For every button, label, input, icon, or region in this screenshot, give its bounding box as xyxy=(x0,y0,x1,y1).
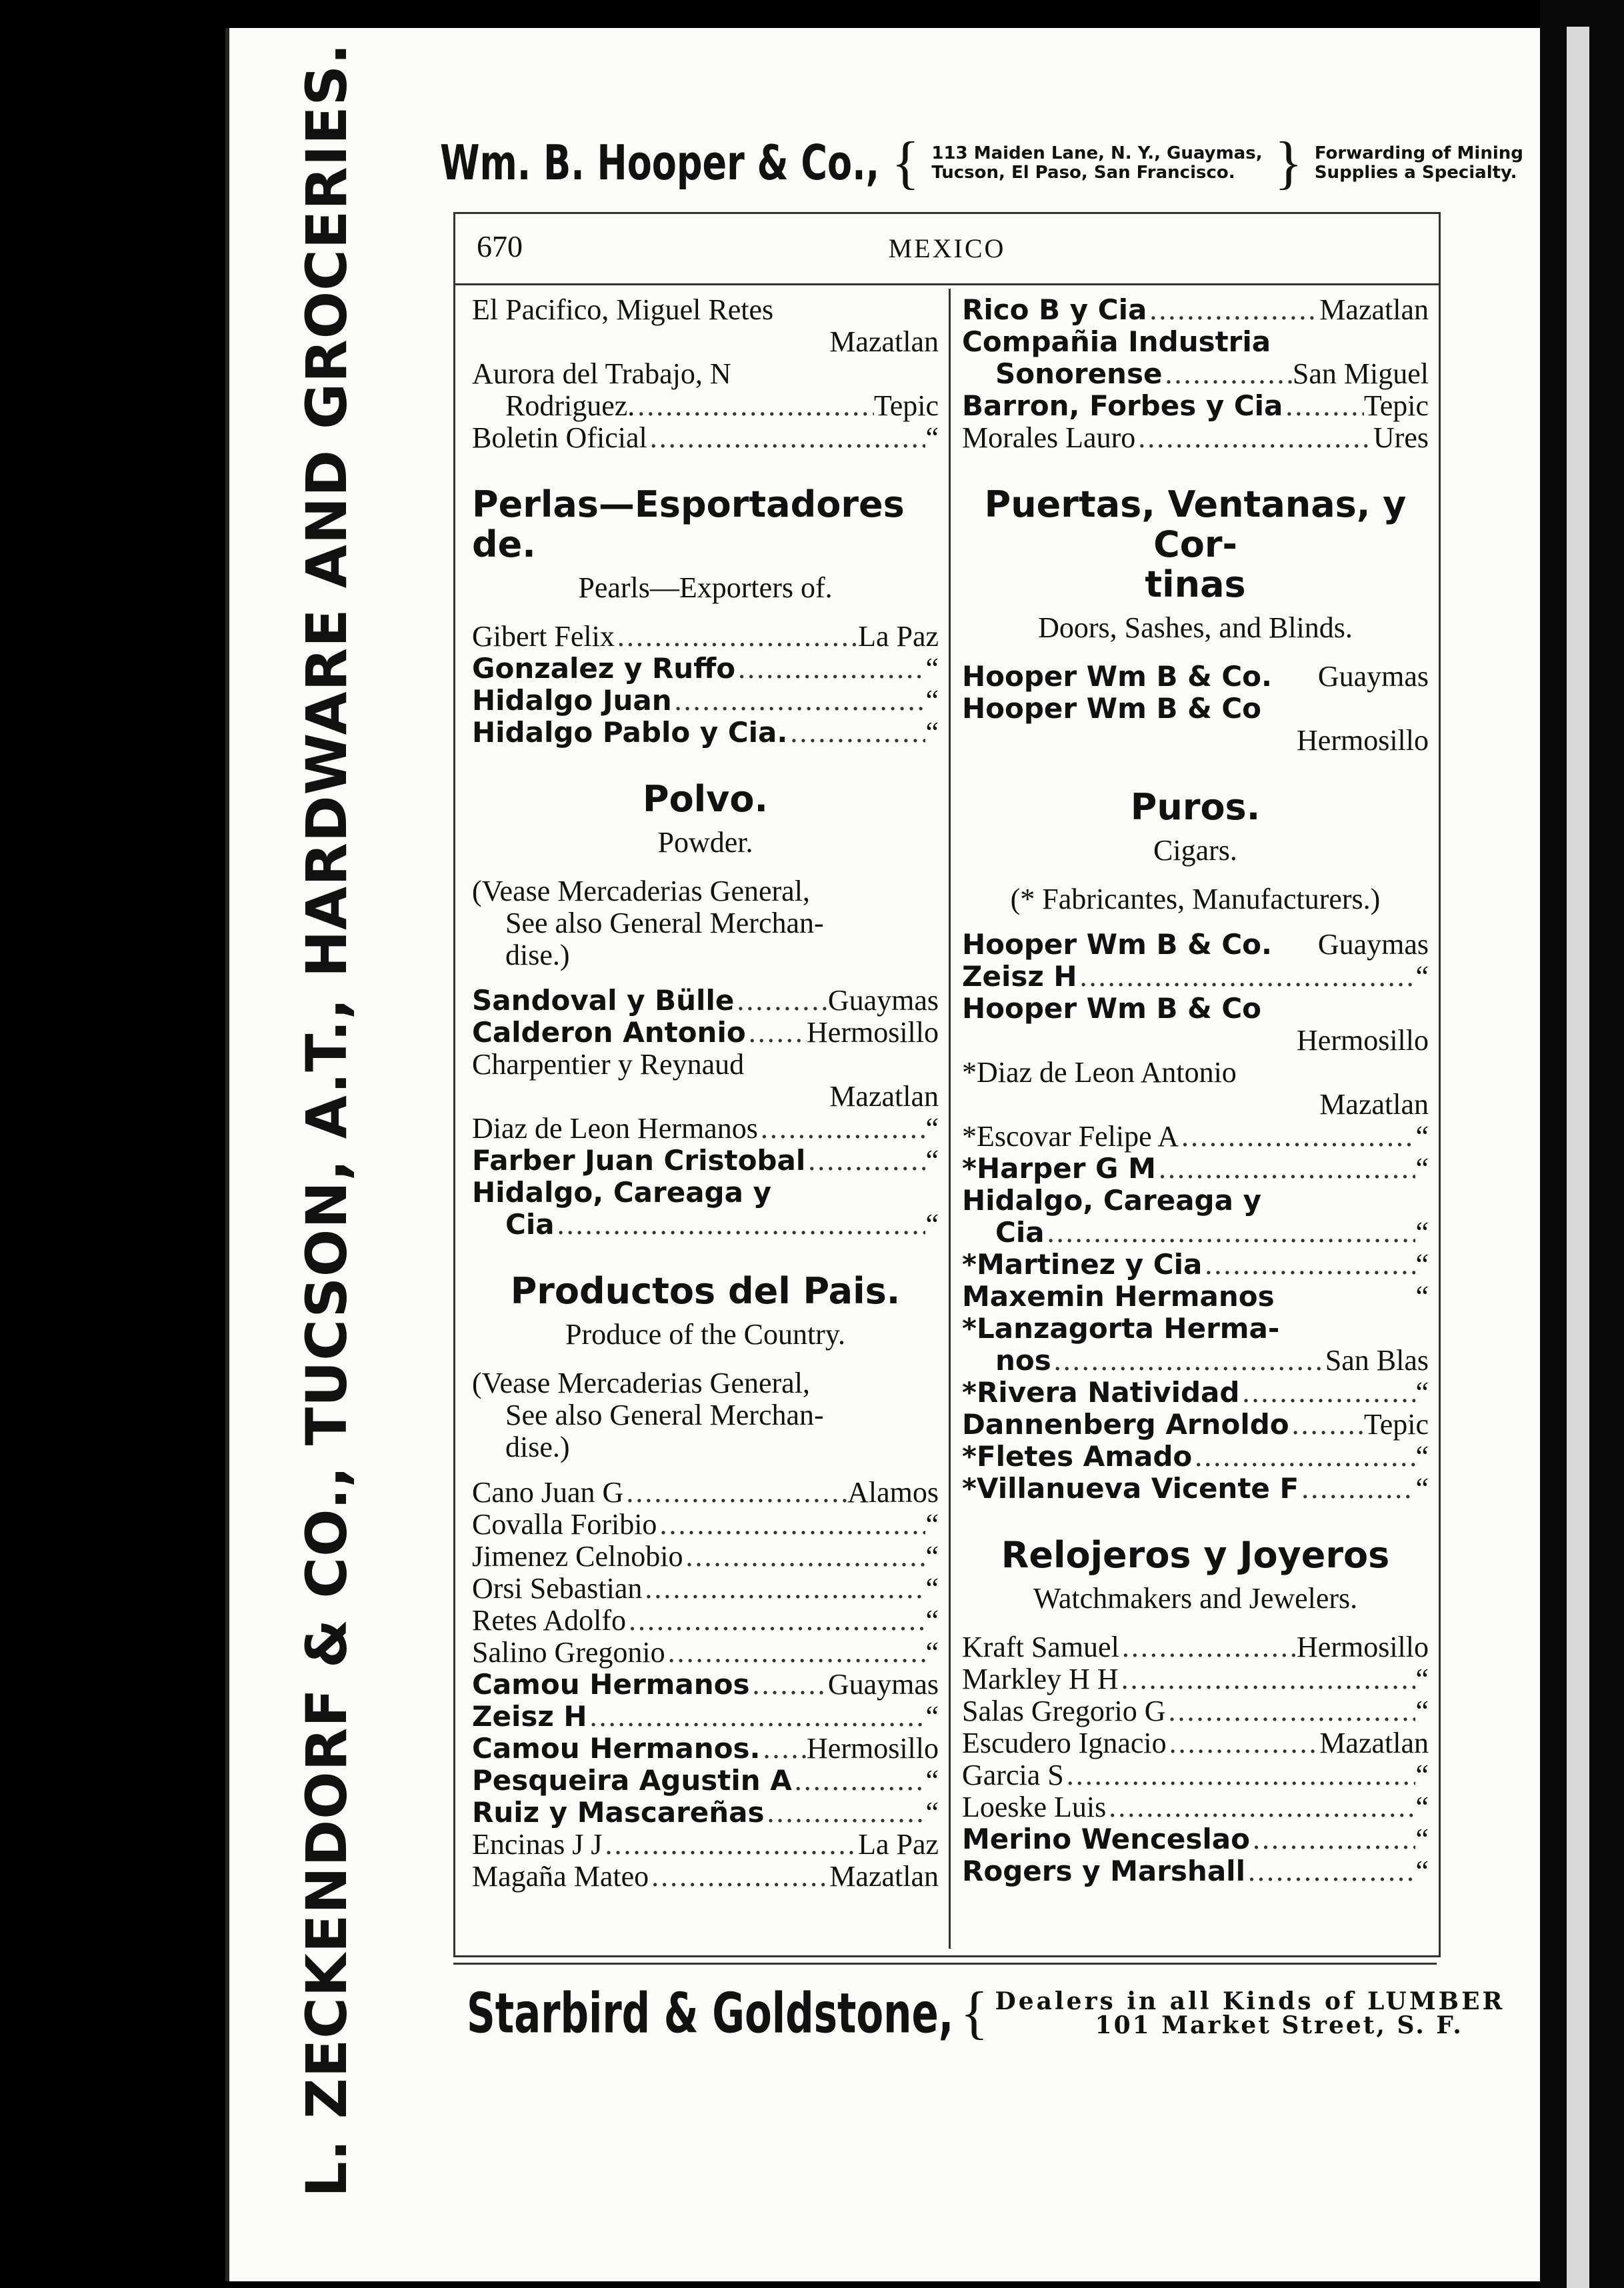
leader-dots xyxy=(657,1509,925,1541)
entry-place: Mazatlan xyxy=(829,1860,939,1893)
leader-dots xyxy=(665,1637,926,1669)
entry-place: “ xyxy=(925,1764,939,1797)
directory-entry xyxy=(962,1217,1429,1249)
leader-dots xyxy=(792,1765,926,1797)
section-subheading-puertas: Doors, Sashes, and Blinds. xyxy=(1038,611,1353,644)
puros-entries xyxy=(962,929,1429,1505)
entry-name: Sandoval y Bülle xyxy=(472,984,735,1017)
leader-dots xyxy=(787,717,925,749)
directory-entry xyxy=(962,1345,1429,1377)
page-number: 670 xyxy=(477,229,523,263)
section-heading-puros: Puros. xyxy=(1130,786,1261,828)
section-subheading-productos: Produce of the Country. xyxy=(565,1318,845,1351)
directory-entry xyxy=(962,993,1429,1025)
directory-entry xyxy=(472,1081,939,1113)
directory-entry xyxy=(472,1177,939,1209)
entry-name: Aurora del Trabajo, N xyxy=(472,357,731,390)
entry-name: Loeske Luis xyxy=(962,1791,1107,1823)
leader-dots xyxy=(765,1797,926,1829)
directory-entry xyxy=(472,1541,939,1573)
directory-entry xyxy=(472,294,939,326)
entry-name: Barron, Forbes y Cia xyxy=(962,389,1283,422)
leader-dots xyxy=(587,1701,926,1733)
polvo-entries xyxy=(472,985,939,1241)
entry-name: *Villanueva Vicente F xyxy=(962,1472,1299,1505)
directory-entry xyxy=(962,1473,1429,1505)
directory-entry xyxy=(472,621,939,653)
entry-name: Camou Hermanos xyxy=(472,1668,750,1701)
entry-place: La Paz xyxy=(858,620,939,653)
directory-entry xyxy=(962,1249,1429,1281)
entry-name: *Rivera Natividad xyxy=(962,1376,1240,1409)
entry-place: La Paz xyxy=(858,1828,939,1861)
leader-dots xyxy=(555,1209,926,1241)
bottom-advertisement xyxy=(467,1973,1505,2053)
leader-dots xyxy=(642,1573,925,1605)
left-top-entries xyxy=(472,294,939,454)
section-heading-relojeros: Relojeros y Joyeros xyxy=(1001,1534,1390,1576)
entry-place: “ xyxy=(925,421,939,454)
directory-entry xyxy=(472,1797,939,1829)
entry-name: Hidalgo Juan xyxy=(472,684,672,717)
entry-name: nos xyxy=(995,1344,1051,1377)
section-subheading-puros: Cigars. xyxy=(1153,834,1237,867)
entry-name: Calderon Antonio xyxy=(472,1016,746,1049)
leader-dots xyxy=(758,1113,926,1145)
entry-name: Dannenberg Arnoldo xyxy=(962,1408,1289,1441)
directory-entry xyxy=(472,717,939,749)
polvo-note-line2: See also General Merchan- xyxy=(505,907,824,939)
entry-place: “ xyxy=(925,1572,939,1605)
leader-dots xyxy=(1166,1695,1416,1727)
directory-entry xyxy=(962,1631,1429,1663)
entry-name: Ruiz y Mascareñas xyxy=(472,1796,765,1829)
directory-entry xyxy=(962,929,1429,961)
entry-name: Charpentier y Reynaud xyxy=(472,1048,745,1081)
entry-name: *Diaz de Leon Antonio xyxy=(962,1056,1237,1089)
entry-name: Orsi Sebastian xyxy=(472,1572,643,1605)
entry-place: Ures xyxy=(1373,421,1429,454)
directory-entry xyxy=(472,1477,939,1509)
productos-note xyxy=(472,1367,939,1463)
scan-edge xyxy=(1540,0,1624,2288)
directory-entry xyxy=(472,1049,939,1081)
directory-entry xyxy=(962,422,1429,454)
directory-entry xyxy=(962,1025,1429,1057)
leader-dots xyxy=(1119,1631,1297,1663)
page-header xyxy=(455,214,1439,285)
entry-name: Rogers y Marshall xyxy=(962,1855,1245,1887)
leader-dots xyxy=(603,1829,859,1861)
directory-entry xyxy=(962,326,1429,358)
top-advertisement xyxy=(440,131,1523,195)
directory-entry xyxy=(472,422,939,454)
directory-entry xyxy=(472,1605,939,1637)
directory-entry xyxy=(962,725,1429,757)
directory-entry xyxy=(472,358,939,390)
top-ad-firm: Wm. B. Hooper & Co., xyxy=(440,135,880,191)
directory-entry xyxy=(472,1765,939,1797)
right-top-entries xyxy=(962,294,1429,454)
leader-dots xyxy=(649,1861,829,1893)
entry-name: *Martinez y Cia xyxy=(962,1248,1203,1281)
scan-edge-band xyxy=(1567,27,1589,2288)
directory-entry xyxy=(472,1573,939,1605)
entry-name: Gibert Felix xyxy=(472,620,615,653)
directory-entry xyxy=(962,1759,1429,1791)
top-ad-address xyxy=(931,144,1262,183)
entry-place: Guaymas xyxy=(1317,928,1429,961)
entry-name: Hidalgo Pablo y Cia. xyxy=(472,716,788,749)
directory-entry xyxy=(962,358,1429,390)
leader-dots xyxy=(1135,422,1373,454)
entry-name: *Lanzagorta Herma- xyxy=(962,1312,1280,1345)
directory-entry xyxy=(962,1727,1429,1759)
entry-place: “ xyxy=(1415,960,1429,993)
directory-page xyxy=(453,212,1441,1957)
entry-place: “ xyxy=(925,1636,939,1669)
relojeros-entries xyxy=(962,1631,1429,1887)
entry-name: Boletin Oficial xyxy=(472,421,647,454)
entry-place: Hermosillo xyxy=(807,1016,939,1049)
entry-name: Farber Juan Cristobal xyxy=(472,1144,806,1177)
directory-entry xyxy=(472,1733,939,1765)
entry-place: Mazatlan xyxy=(1319,293,1429,326)
directory-entry xyxy=(962,961,1429,993)
leader-dots xyxy=(1245,1855,1416,1887)
entry-name: El Pacifico, Miguel Retes xyxy=(472,293,774,326)
directory-entry xyxy=(472,1669,939,1701)
entry-name: *Harper G M xyxy=(962,1152,1156,1185)
leader-dots xyxy=(1051,1345,1325,1377)
entry-name: Hooper Wm B & Co xyxy=(962,692,1262,725)
brace-glyph: { xyxy=(960,1981,989,2045)
directory-entry xyxy=(962,1695,1429,1727)
entry-place: “ xyxy=(925,1540,939,1573)
puros-note: (* Fabricantes, Manufacturers.) xyxy=(1010,883,1381,915)
leader-dots xyxy=(1250,1823,1416,1855)
entry-name: Covalla Foribio xyxy=(472,1508,657,1541)
entry-name: Kraft Samuel xyxy=(962,1631,1119,1663)
leader-dots xyxy=(1239,1377,1415,1409)
entry-name: Morales Lauro xyxy=(962,421,1136,454)
productos-note-line1: (Vease Mercaderias General, xyxy=(472,1367,810,1399)
productos-note-line3: dise.) xyxy=(505,1431,570,1463)
entry-name: Cia xyxy=(505,1208,555,1241)
section-subheading-perlas: Pearls—Exporters of. xyxy=(578,571,833,604)
directory-entry xyxy=(962,390,1429,422)
leader-dots xyxy=(647,422,926,454)
section-heading-perlas: Perlas—Esportadores de. xyxy=(472,483,905,565)
side-advertisement xyxy=(273,43,380,2197)
directory-entry xyxy=(472,653,939,685)
entry-name: Salas Gregorio G xyxy=(962,1695,1166,1727)
brace-glyph: { xyxy=(891,131,920,195)
leader-dots xyxy=(635,390,874,422)
leader-dots xyxy=(735,653,925,685)
entry-name: Escudero Ignacio xyxy=(962,1727,1167,1759)
entry-place: “ xyxy=(925,1604,939,1637)
entry-place: Guaymas xyxy=(827,984,939,1017)
directory-entry xyxy=(472,390,939,422)
page-title: MEXICO xyxy=(888,233,1006,263)
leader-dots xyxy=(1192,1441,1415,1473)
entry-place: “ xyxy=(1415,1663,1429,1695)
entry-name: Magaña Mateo xyxy=(472,1860,649,1893)
entry-place: “ xyxy=(925,1508,939,1541)
leader-dots xyxy=(760,1733,807,1765)
entry-place: Hermosillo xyxy=(1297,1024,1429,1057)
entry-place: San Miguel xyxy=(1292,357,1429,390)
directory-entry xyxy=(962,1409,1429,1441)
leader-dots xyxy=(623,1477,847,1509)
leader-dots xyxy=(1106,1791,1415,1823)
entry-place: “ xyxy=(1415,1791,1429,1823)
leader-dots xyxy=(1077,961,1416,993)
productos-note-line2: See also General Merchan- xyxy=(505,1399,824,1431)
entry-name: Maxemin Hermanos xyxy=(962,1280,1275,1313)
polvo-note-line1: (Vease Mercaderias General, xyxy=(472,875,810,907)
directory-entry xyxy=(962,1057,1429,1089)
bottom-ad-text xyxy=(995,1989,1505,2037)
section-heading-productos: Productos del Pais. xyxy=(510,1270,901,1312)
entry-place: “ xyxy=(1415,1248,1429,1281)
entry-name: Hooper Wm B & Co. xyxy=(962,660,1272,693)
top-ad-address-line1: 113 Maiden Lane, N. Y., Guaymas, xyxy=(931,143,1263,163)
entry-name: Retes Adolfo xyxy=(472,1604,626,1637)
section-subheading-relojeros: Watchmakers and Jewelers. xyxy=(1033,1582,1358,1615)
entry-place: Hermosillo xyxy=(807,1732,939,1765)
entry-place: “ xyxy=(1415,1280,1429,1313)
entry-place: Tepic xyxy=(873,389,939,422)
section-heading-polvo: Polvo. xyxy=(643,778,768,820)
leader-dots xyxy=(615,621,858,653)
leader-dots xyxy=(683,1541,926,1573)
leader-dots xyxy=(750,1669,828,1701)
directory-entry xyxy=(962,1089,1429,1121)
right-column xyxy=(962,294,1429,1947)
directory-entry xyxy=(472,326,939,358)
entry-place: “ xyxy=(1415,1695,1429,1727)
entry-place: Hermosillo xyxy=(1297,1631,1429,1663)
entry-place: Alamos xyxy=(847,1476,939,1509)
entry-place: “ xyxy=(1415,1376,1429,1409)
brace-glyph: } xyxy=(1274,131,1303,195)
entry-place: Mazatlan xyxy=(1319,1727,1429,1759)
entry-name: Hooper Wm B & Co. xyxy=(962,928,1272,961)
leader-dots xyxy=(1045,1217,1416,1249)
column-divider xyxy=(949,289,951,1949)
leader-dots xyxy=(1147,294,1319,326)
entry-place: “ xyxy=(925,1208,939,1241)
leader-dots xyxy=(1119,1663,1416,1695)
side-ad-text: L. ZECKENDORF & CO., TUCSON, A.T., HARDWARE AND GROCERIES. xyxy=(294,43,359,2197)
top-ad-address-line2: Tucson, El Paso, San Francisco. xyxy=(931,163,1235,183)
entry-place: “ xyxy=(1415,1216,1429,1249)
puertas-entries xyxy=(962,661,1429,757)
leader-dots xyxy=(1162,358,1292,390)
section-heading-puertas xyxy=(962,485,1429,605)
directory-entry xyxy=(962,1823,1429,1855)
polvo-note-line3: dise.) xyxy=(505,939,570,971)
section-heading-puertas-line2: tinas xyxy=(1145,563,1246,605)
entry-place: “ xyxy=(925,652,939,685)
directory-entry xyxy=(962,294,1429,326)
entry-place: “ xyxy=(1415,1823,1429,1855)
entry-place: “ xyxy=(925,1144,939,1177)
entry-place: “ xyxy=(1415,1440,1429,1473)
top-ad-specialty-line2: Supplies a Specialty. xyxy=(1314,163,1517,183)
entry-place: “ xyxy=(925,716,939,749)
directory-entry xyxy=(472,1017,939,1049)
entry-name: Encinas J J xyxy=(472,1828,603,1861)
entry-place: “ xyxy=(1415,1152,1429,1185)
entry-place: “ xyxy=(1415,1759,1429,1791)
entry-name: Rodriguez. xyxy=(505,389,635,422)
entry-place: “ xyxy=(925,1112,939,1145)
entry-name: Compañia Industria xyxy=(962,325,1271,358)
directory-entry xyxy=(962,1153,1429,1185)
productos-entries xyxy=(472,1477,939,1893)
entry-name: Gonzalez y Ruffo xyxy=(472,652,736,685)
entry-name: Rico B y Cia xyxy=(962,293,1147,326)
directory-entry xyxy=(472,1145,939,1177)
entry-place: Mazatlan xyxy=(829,325,939,358)
entry-place: Mazatlan xyxy=(1319,1088,1429,1121)
entry-name: Cia xyxy=(995,1216,1045,1249)
left-column xyxy=(472,294,939,1947)
entry-place: Guaymas xyxy=(827,1668,939,1701)
directory-entry xyxy=(472,1861,939,1893)
entry-name: Sonorense xyxy=(995,357,1163,390)
entry-place: “ xyxy=(925,1796,939,1829)
entry-name: Cano Juan G xyxy=(472,1476,624,1509)
entry-place: “ xyxy=(1415,1120,1429,1153)
entry-name: Garcia S xyxy=(962,1759,1064,1791)
entry-place: “ xyxy=(1415,1472,1429,1505)
directory-entry xyxy=(962,1441,1429,1473)
directory-entry xyxy=(962,1377,1429,1409)
entry-name: Zeisz H xyxy=(472,1700,587,1733)
directory-entry xyxy=(472,1113,939,1145)
leader-dots xyxy=(1064,1759,1416,1791)
entry-name: Zeisz H xyxy=(962,960,1077,993)
directory-entry xyxy=(472,1509,939,1541)
entry-name: Salino Gregonio xyxy=(472,1636,665,1669)
entry-name: Hidalgo, Careaga y xyxy=(962,1184,1261,1217)
entry-place: “ xyxy=(925,684,939,717)
entry-name: Camou Hermanos. xyxy=(472,1732,761,1765)
directory-entry xyxy=(472,1829,939,1861)
directory-entry xyxy=(962,1663,1429,1695)
directory-entry xyxy=(962,693,1429,725)
leader-dots xyxy=(1167,1727,1320,1759)
leader-dots xyxy=(1156,1153,1416,1185)
entry-name: Hidalgo, Careaga y xyxy=(472,1176,771,1209)
leader-dots xyxy=(734,985,827,1017)
bottom-ad-line1: Dealers in all Kinds of LUMBER xyxy=(995,1987,1505,2015)
leader-dots xyxy=(1202,1249,1415,1281)
leader-dots xyxy=(1289,1409,1364,1441)
entry-name: Hooper Wm B & Co xyxy=(962,992,1262,1025)
section-heading-puertas-line1: Puertas, Ventanas, y Cor- xyxy=(984,483,1407,565)
entry-place: “ xyxy=(1415,1855,1429,1887)
entry-place: Mazatlan xyxy=(829,1080,939,1113)
entry-name: Markley H H xyxy=(962,1663,1119,1695)
leader-dots xyxy=(805,1145,925,1177)
entry-name: *Escovar Felipe A xyxy=(962,1120,1179,1153)
bottom-ad-line2: 101 Market Street, S. F. xyxy=(1095,2011,1463,2039)
entry-place: Tepic xyxy=(1363,389,1429,422)
entry-place: Tepic xyxy=(1363,1408,1429,1441)
perlas-entries xyxy=(472,621,939,749)
leader-dots xyxy=(672,685,926,717)
leader-dots xyxy=(746,1017,807,1049)
leader-dots xyxy=(1299,1473,1415,1505)
entry-name: *Fletes Amado xyxy=(962,1440,1193,1473)
directory-entry xyxy=(962,1791,1429,1823)
directory-entry xyxy=(962,1185,1429,1217)
entry-place: Hermosillo xyxy=(1297,724,1429,757)
directory-entry xyxy=(472,985,939,1017)
entry-name: Jimenez Celnobio xyxy=(472,1540,683,1573)
entry-name: Pesqueira Agustin A xyxy=(472,1764,792,1797)
directory-entry xyxy=(962,1121,1429,1153)
entry-name: Diaz de Leon Hermanos xyxy=(472,1112,758,1145)
leader-dots xyxy=(1179,1121,1415,1153)
bottom-ad-firm: Starbird & Goldstone, xyxy=(467,1981,954,2046)
directory-entry xyxy=(962,1313,1429,1345)
top-ad-specialty xyxy=(1315,144,1523,183)
leader-dots xyxy=(1283,390,1364,422)
entry-place: Guaymas xyxy=(1317,660,1429,693)
directory-entry xyxy=(472,1637,939,1669)
section-subheading-polvo: Powder. xyxy=(657,826,753,859)
entry-name: Merino Wenceslao xyxy=(962,1823,1250,1855)
directory-entry xyxy=(472,1209,939,1241)
entry-place: San Blas xyxy=(1325,1344,1429,1377)
bottom-rule xyxy=(453,1963,1437,1965)
polvo-note xyxy=(472,875,939,971)
directory-entry xyxy=(962,1281,1429,1313)
top-ad-specialty-line1: Forwarding of Mining xyxy=(1314,143,1523,163)
entry-place: “ xyxy=(925,1700,939,1733)
directory-entry xyxy=(472,685,939,717)
directory-entry xyxy=(962,1855,1429,1887)
leader-dots xyxy=(626,1605,925,1637)
directory-entry xyxy=(962,661,1429,693)
directory-entry xyxy=(472,1701,939,1733)
